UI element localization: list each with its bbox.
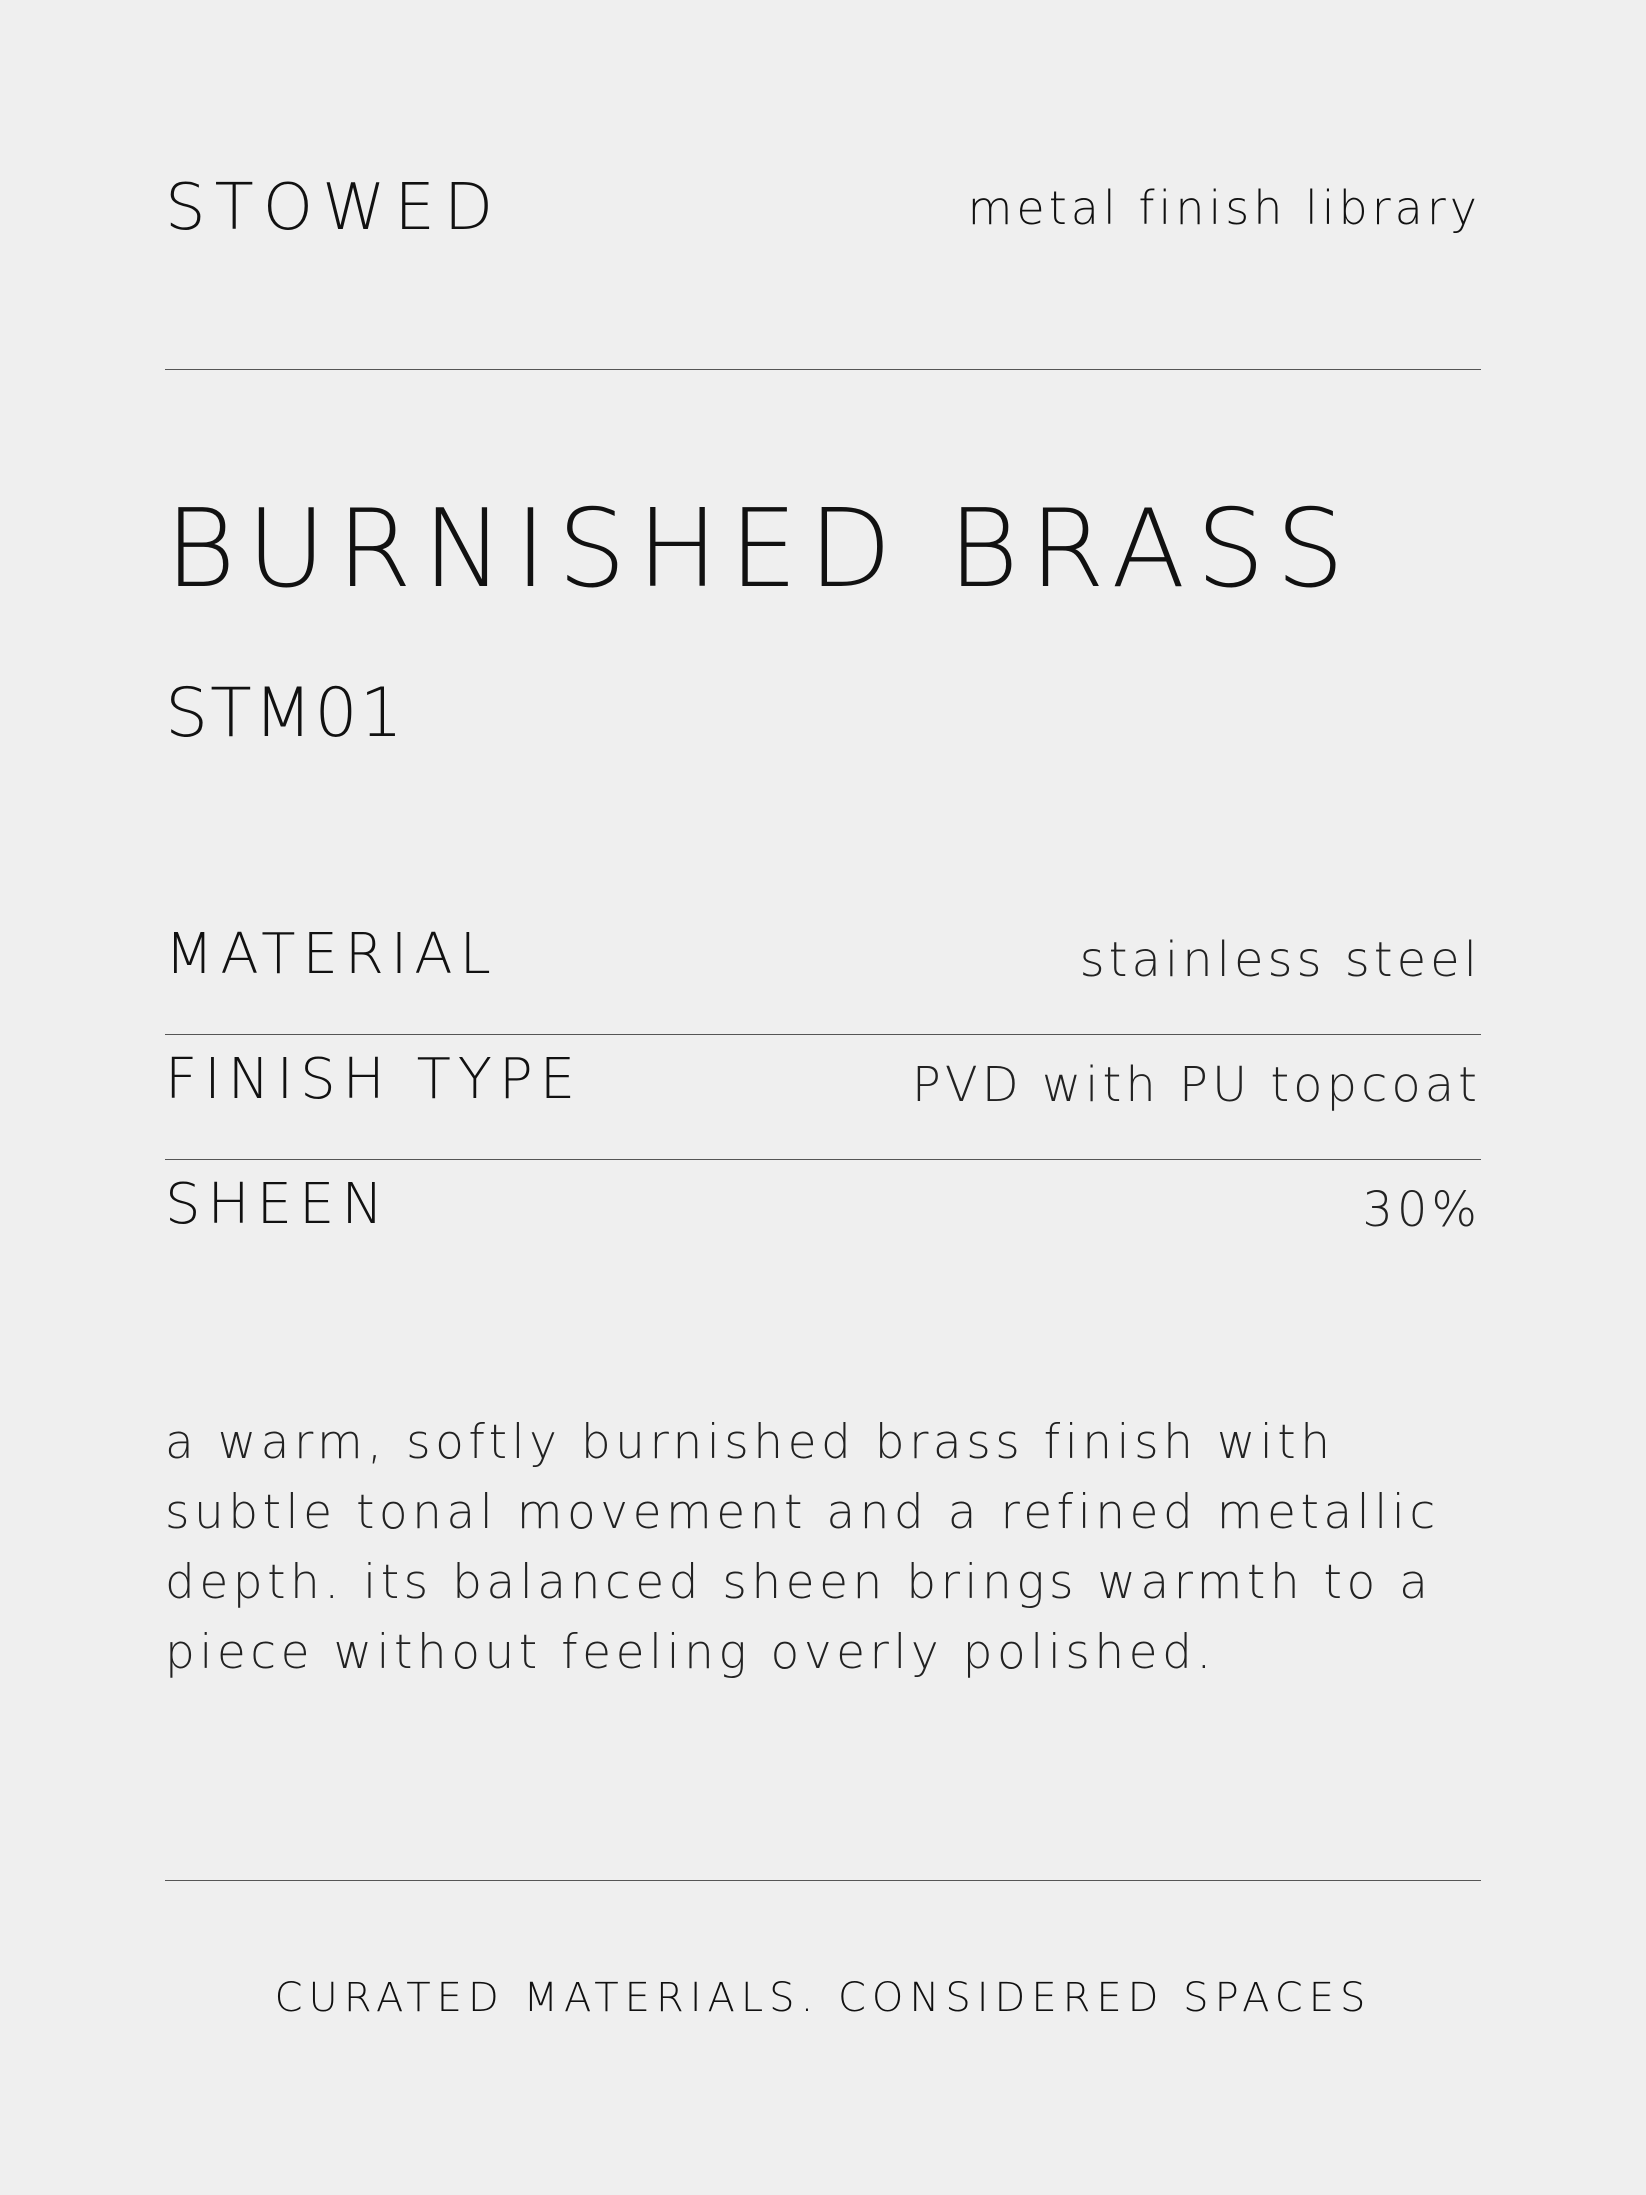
product-name: BURNISHED BRASS xyxy=(165,487,1356,612)
spec-value: 30% xyxy=(1362,1182,1481,1238)
bottom-divider xyxy=(165,1880,1481,1881)
spec-label: SHEEN xyxy=(165,1172,391,1237)
brand-name: STOWED xyxy=(165,171,503,245)
spec-label: MATERIAL xyxy=(165,922,498,987)
spec-value: stainless steel xyxy=(1079,932,1481,988)
footer-tagline: CURATED MATERIALS. CONSIDERED SPACES xyxy=(274,1975,1372,2021)
top-divider xyxy=(165,369,1481,370)
spec-row-material xyxy=(165,910,1481,1035)
product-description: a warm, softly burnished brass finish with subtle tonal movement and a refined metallic depth. its balanced sheen brings warmth to a piece without feeling overly polished. xyxy=(165,1415,1440,1680)
spec-table xyxy=(165,910,1481,1284)
spec-row-sheen xyxy=(165,1160,1481,1284)
product-code: STM01 xyxy=(165,674,405,753)
spec-row-finish-type xyxy=(165,1035,1481,1160)
spec-value: PVD with PU topcoat xyxy=(911,1057,1481,1113)
library-subtitle: metal finish library xyxy=(967,181,1481,235)
spec-label: FINISH TYPE xyxy=(165,1047,583,1112)
header xyxy=(165,168,1481,248)
finish-card xyxy=(165,0,1481,2195)
